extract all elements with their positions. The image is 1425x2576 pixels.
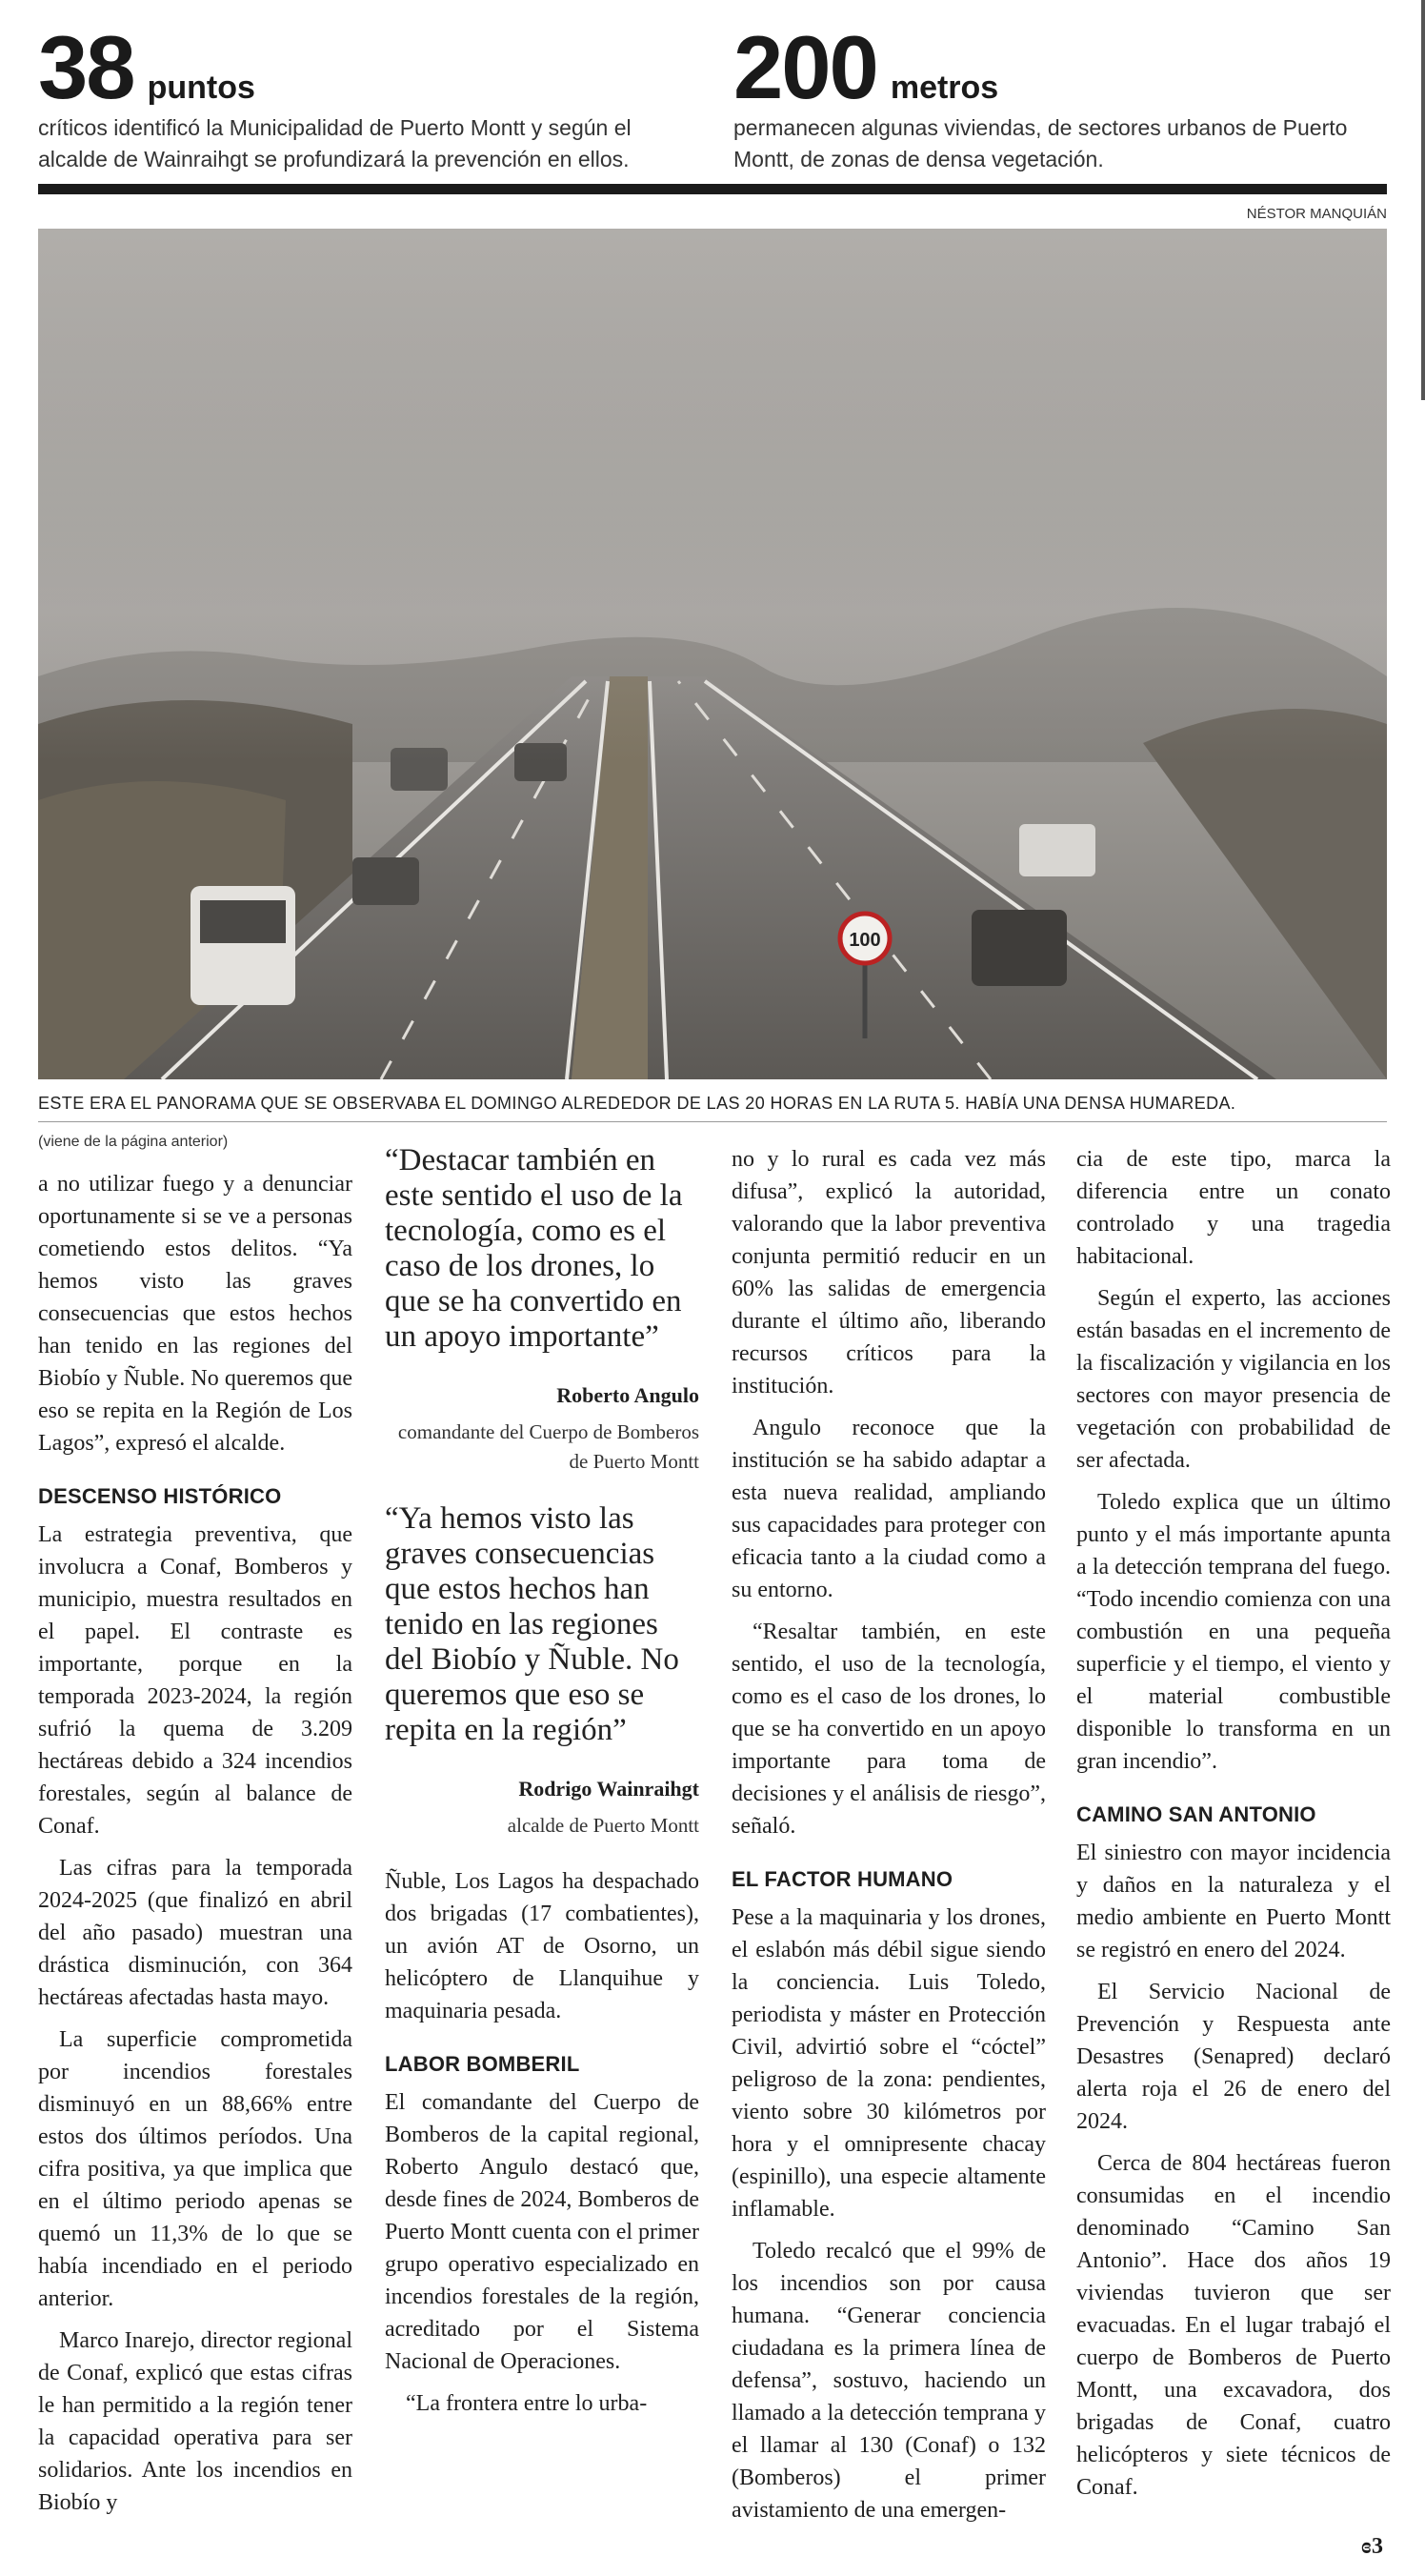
photo-credit: NÉSTOR MANQUIÁN xyxy=(1246,206,1387,222)
stat-number: 200 xyxy=(733,17,877,117)
stat-unit: puntos xyxy=(147,70,255,106)
paragraph: Ñuble, Los Lagos ha despachado dos brigadas (17 combatientes), un avión AT de Osorno, un helicóptero de Llanquihue y maquinaria pesada. xyxy=(385,1869,699,2023)
article-column-4 xyxy=(1076,1143,1391,2513)
paragraph: Pese a la maquinaria y los drones, el eslabón más débil sigue siendo la conciencia. Luis Toledo, periodista y máster en Protección Civil, advirtió sobre el “cóctel” peligroso de la zona: pendientes, viento sobre 30 kilómetros por hora y el omnipresente chacay (espinillo), una especie altamente inflamable. xyxy=(732,1905,1046,2222)
paragraph: El siniestro con mayor incidencia y daños en la naturaleza y el medio ambiente en Puerto Montt se registró en enero del 2024. xyxy=(1076,1841,1391,1962)
photo-caption: ESTE ERA EL PANORAMA QUE SE OBSERVABA EL DOMINGO ALREDEDOR DE LAS 20 HORAS EN LA RUTA 5. HABÍA UNA DENSA HUMAREDA. xyxy=(38,1094,1236,1113)
caption-divider xyxy=(38,1121,1387,1122)
continued-note: (viene de la página anterior) xyxy=(38,1134,229,1150)
paragraph: Cerca de 804 hectáreas fueron consumidas en el incendio denominado “Camino San Antonio”. Hace dos años 19 viviendas tuvieron que ser evacuadas. En el lugar trabajó el cuerpo de Bomberos de Puerto Montt, una excavadora, dos brigadas de Conaf, cuatro helicópteros y siete técnicos de Conaf. xyxy=(1076,2151,1391,2500)
article-column-2 xyxy=(385,1143,699,2429)
paragraph: “La frontera entre lo urba- xyxy=(406,2391,648,2416)
paragraph: El comandante del Cuerpo de Bomberos de la capital regional, Roberto Angulo destacó que, desde fines de 2024, Bomberos de Puerto Montt cuenta con el primer grupo operativo especializado en incendios forestales de la región, acreditado por el Sistema Nacional de Operaciones. xyxy=(385,2090,699,2374)
section-divider xyxy=(38,184,1387,194)
section-heading: DESCENSO HISTÓRICO xyxy=(38,1484,282,1508)
paragraph: Toledo recalcó que el 99% de los incendios son por causa humana. “Generar conciencia ciudadana es la primera línea de defensa”, sostuvo, haciendo un llamado a la detección temprana y el llamar al 130 (Conaf) o 132 (Bomberos) el primer avistamiento de una emergen- xyxy=(732,2239,1046,2523)
highway-smoke-photo xyxy=(38,229,1387,1079)
article-column-3 xyxy=(732,1143,1046,2536)
stat-description: permanecen algunas viviendas, de sectores urbanos de Puerto Montt, de zonas de densa vegetación. xyxy=(733,115,1348,171)
paragraph: La estrategia preventiva, que involucra a Conaf, Bomberos y municipio, muestra resultados en el papel. El contraste es importante, porque en la temporada 2023-2024, la región sufrió la quema de 3.209 hectáreas debido a 324 incendios forestales, según al balance de Conaf. xyxy=(38,1522,352,1839)
stat-number: 38 xyxy=(38,17,134,117)
paragraph: El Servicio Nacional de Prevención y Respuesta ante Desastres (Senapred) declaró alerta roja el 26 de enero del 2024. xyxy=(1076,1980,1391,2134)
paragraph: Angulo reconoce que la institución se ha sabido adaptar a esta nueva realidad, ampliando sus capacidades para proteger con eficacia tanto a la ciudad como a su entorno. xyxy=(732,1416,1046,1602)
page-edge-divider xyxy=(1421,0,1425,400)
section-heading: CAMINO SAN ANTONIO xyxy=(1076,1802,1316,1826)
stat-description: críticos identificó la Municipalidad de Puerto Montt y según el alcalde de Wainraihgt se profundizará la prevención en ellos. xyxy=(38,115,632,171)
paragraph: cia de este tipo, marca la diferencia entre un conato controlado y una tragedia habitacional. xyxy=(1076,1147,1391,1269)
stat-meters xyxy=(733,17,1391,175)
pull-quote xyxy=(385,1501,699,1841)
paragraph: La superficie comprometida por incendios forestales disminuyó en un 88,66% entre estos dos últimos períodos. Una cifra positiva, ya que implica que en el último periodo apenas se quemó un 11,3% de lo que se había incendiado en el periodo anterior. xyxy=(38,2027,352,2311)
paragraph: a no utilizar fuego y a denunciar oportunamente si se ve a personas cometiendo estos delitos. “Ya hemos visto las graves consecuencias que estos hechos han tenido en las regiones del Biobío y Ñuble. No queremos que eso se repita en la Región de Los Lagos”, expresó el alcalde. xyxy=(38,1172,352,1456)
quote-role: comandante del Cuerpo de Bomberos de Puerto Montt xyxy=(397,1420,699,1473)
paragraph: “Resaltar también, en este sentido, el uso de la tecnología, como es el caso de los drones, lo que se ha convertido en un apoyo importante para toma de decisiones y el análisis de riesgo”, señaló. xyxy=(732,1620,1046,1839)
quote-author: Rodrigo Wainraihgt xyxy=(518,1777,699,1801)
paragraph: Según el experto, las acciones están basadas en el incremento de la fiscalización y vigilancia en los sectores con mayor presencia de vegetación con probabilidad de ser afectada. xyxy=(1076,1286,1391,1473)
end-of-article-mark: ɞ3 xyxy=(1361,2534,1383,2559)
pull-quote xyxy=(385,1143,699,1477)
section-heading: EL FACTOR HUMANO xyxy=(732,1867,953,1891)
section-heading: LABOR BOMBERIL xyxy=(385,2052,580,2076)
quote-role: alcalde de Puerto Montt xyxy=(507,1814,699,1837)
stat-unit: metros xyxy=(890,70,999,106)
quote-text: “Destacar también en este sentido el uso de la tecnología, como es el caso de los drones, lo que se ha convertido en un apoyo importante” xyxy=(385,1143,683,1354)
quote-author: Roberto Angulo xyxy=(556,1383,699,1407)
article-column-1 xyxy=(38,1126,352,2528)
paragraph: Toledo explica que un último punto y el más importante apunta a la detección temprana del fuego. “Todo incendio comienza con una combustión en una pequeña superficie y el tiempo, el viento y el material combustible disponible lo transforma en un gran incendio”. xyxy=(1076,1490,1391,1774)
paragraph: Marco Inarejo, director regional de Conaf, explicó que estas cifras le han permitido a la región tener la capacidad operativa para ser solidarios. Ante los incendios en Biobío y xyxy=(38,2328,352,2515)
paragraph: no y lo rural es cada vez más difusa”, explicó la autoridad, valorando que la labor preventiva conjunta permitió reducir en un 60% las salidas de emergencia durante el último año, liberando recursos críticos para la institución. xyxy=(732,1147,1046,1399)
stat-points xyxy=(38,17,695,175)
quote-text: “Ya hemos visto las graves consecuencias que estos hechos han tenido en las regiones del Biobío y Ñuble. No queremos que eso se repita en la región” xyxy=(385,1501,679,1747)
paragraph: Las cifras para la temporada 2024-2025 (que finalizó en abril del año pasado) muestran una drástica disminución, con 364 hectáreas afectadas hasta mayo. xyxy=(38,1856,352,2010)
speed-limit-text: 100 xyxy=(849,930,881,951)
